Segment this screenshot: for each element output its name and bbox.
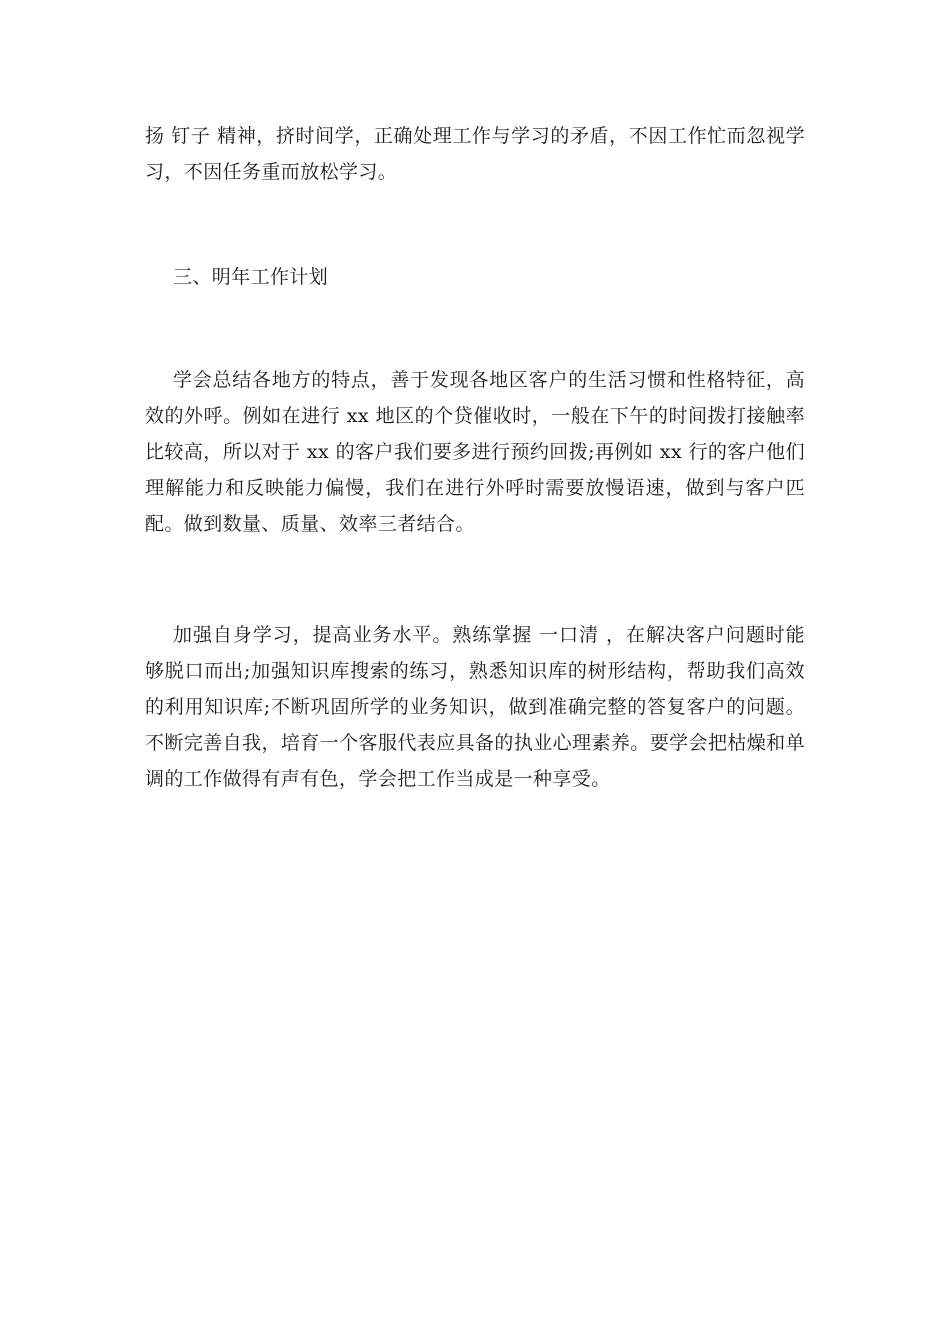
paragraph-work-plan-1: 学会总结各地方的特点，善于发现各地区客户的生活习惯和性格特征，高效的外呼。例如在进行 xx 地区的个贷催收时，一般在下午的时间拨打接触率比较高，所以对于 xx 的客户我们要多进行预约回拨;再例如 xx 行的客户他们理解能力和反映能力偏慢，我们在进行外呼时需要放慢语速，做到与客户匹配。做到数量、质量、效率三者结合。 <box>145 369 805 535</box>
section-heading: 三、明年工作计划 <box>173 266 329 288</box>
paragraph-work-plan-2: 加强自身学习，提高业务水平。熟练掌握 一口清 ，在解决客户问题时能够脱口而出;加强知识库搜索的练习，熟悉知识库的树形结构，帮助我们高效的利用知识库;不断巩固所学的业务知识，做到准确完整的答复客户的问题。不断完善自我，培育一个客服代表应具备的执业心理素养。要学会把枯燥和单调的工作做得有声有色，学会把工作当成是一种享受。 <box>145 624 805 790</box>
paragraph-continuation: 扬 钉子 精神，挤时间学，正确处理工作与学习的矛盾，不因工作忙而忽视学习，不因任务重而放松学习。 <box>145 125 805 183</box>
